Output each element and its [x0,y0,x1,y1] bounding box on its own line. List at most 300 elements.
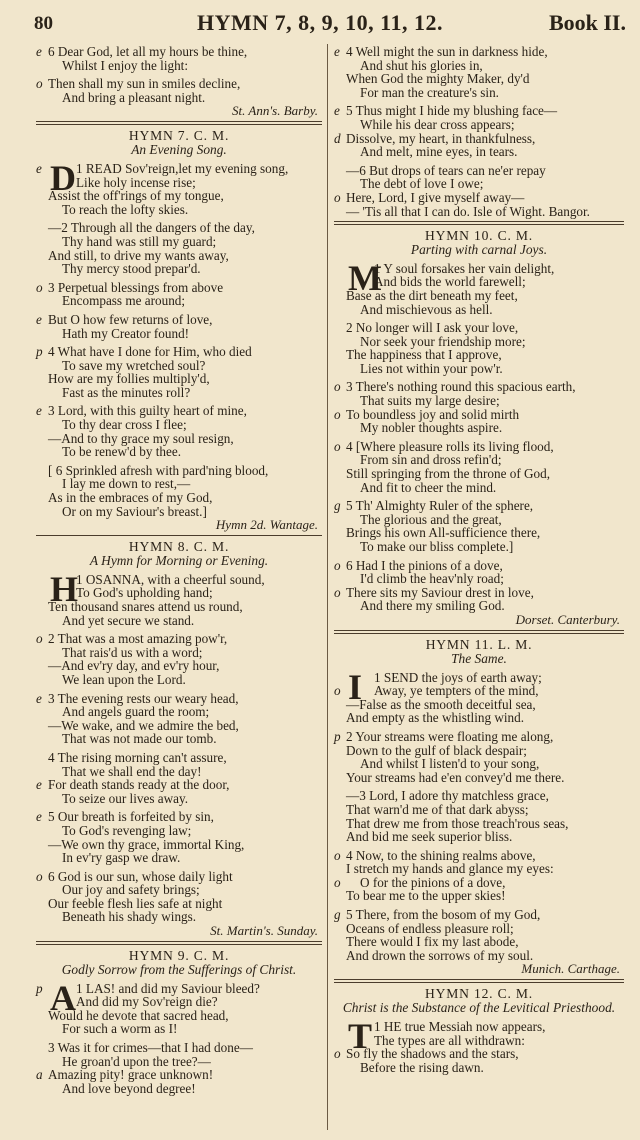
verse-line [334,711,624,725]
verse-text: And bids the world farewell; [374,274,526,290]
dynamic-mark: e [36,403,42,419]
verse-line [334,394,624,408]
verse-line [36,705,322,719]
dynamic-mark: e [334,103,340,119]
stanza [36,313,322,340]
verse-text: Amazing pity! grace unknown! [48,1067,214,1083]
verse-line [36,632,322,646]
dynamic-mark: o [334,406,341,422]
verse-text: Our joy and safety brings; [62,882,200,898]
verse-line [334,191,624,205]
stanza [36,345,322,399]
verse-text: To seize our lives away. [62,790,189,806]
verse-text: —And ev'ry day, and ev'ry hour, [48,658,220,674]
verse-line [334,862,624,876]
verse-line [36,249,322,263]
verse-line [36,372,322,386]
dynamic-mark: d [334,130,341,146]
verse-text: —3 Lord, I adore thy matchless grace, [346,788,549,804]
verse-line [36,45,322,59]
stanza [334,104,624,158]
verse-text: 5 There, from the bosom of my God, [346,907,541,923]
dynamic-mark: e [334,44,340,59]
verse-text: For such a worm as I! [62,1021,178,1037]
verse-line [334,771,624,785]
verse-line [36,1041,322,1055]
verse-text: And still, to drive my wants away, [48,247,229,263]
verse-text: I lay me down to rest,— [62,476,191,492]
dynamic-mark: o [36,279,43,295]
verse-text: 2 That was a most amazing pow'r, [48,631,228,647]
verse-text: But O how few returns of love, [48,311,213,327]
verse-line [334,1047,624,1061]
verse-line [334,559,624,573]
verse-line [334,481,624,495]
verse-text: Ten thousand snares attend us round, [48,599,243,614]
dynamic-mark: o [334,1046,341,1062]
verse-text: And love beyond degree! [62,1080,196,1096]
verse-line [334,453,624,467]
stanza [334,666,624,726]
verse-text: — 'Tis all that I can do. Isle of Wight. Bangor. [346,203,590,219]
verse-text: Would he devote that sacred head, [48,1007,229,1023]
verse-line [334,744,624,758]
verse-line [36,883,322,897]
verse-text: That warn'd me of that dark abyss; [346,801,529,817]
verse-text: My nobler thoughts aspire. [360,420,503,436]
verse-line [334,830,624,844]
dynamic-mark: p [36,980,43,996]
verse-line [334,440,624,454]
verse-text: 5 Our breath is forfeited by sin, [48,809,214,825]
verse-text: When God the mighty Maker, dy'd [346,71,530,87]
verse-text: Beneath his shady wings. [62,909,197,925]
stanza [334,849,624,903]
stanza [334,1016,624,1075]
verse-line [36,673,322,687]
verse-text: 6 Dear God, let all my hours be thine, [48,44,248,59]
verse-line [36,586,322,600]
stanza [36,221,322,275]
verse-line [334,1061,624,1075]
verse-text: To save my wretched soul? [62,357,206,373]
verse-line [36,1082,322,1096]
verse-line [334,177,624,191]
verse-text: And drown the sorrows of my soul. [346,947,534,963]
verse-line [36,692,322,706]
verse-line [36,176,322,190]
verse-text: 5 Th' Almighty Ruler of the sphere, [346,498,534,514]
verse-line [36,851,322,865]
verse-line [36,1068,322,1082]
verse-line [36,445,322,459]
verse-line [36,432,322,446]
verse-text: To make our bliss complete.] [360,539,514,554]
stanza [334,908,624,962]
verse-text: To boundless joy and solid mirth [346,406,520,422]
verse-text: While his dear cross appears; [360,116,515,132]
verse-line [334,164,624,178]
stanza [36,870,322,924]
verse-line [334,104,624,118]
verse-line [334,540,624,554]
hymn-title: HYMN 8. C. M. [128,539,230,555]
dynamic-mark: o [334,874,341,890]
page-number: 80 [34,13,53,34]
stanza [334,257,624,317]
verse-text: O for the pinions of a dove, [360,874,506,890]
verse-text: 3 Perpetual blessings from above [48,279,224,295]
verse-text: There sits my Saviour drest in love, [346,584,534,600]
verse-text: And shut his glories in, [360,57,483,73]
dynamic-mark: o [334,584,341,600]
verse-line [334,698,624,712]
verse-text: From sin and dross refin'd; [360,452,502,468]
verse-text: There would I fix my last abode, [346,934,519,950]
verse-line [36,1055,322,1069]
verse-line [334,757,624,771]
dynamic-mark: p [36,344,43,360]
verse-line [334,145,624,159]
verse-text: 1 SEND the joys of earth away; [374,669,542,685]
verse-line [334,380,624,394]
verse-text: Here, Lord, I give myself away— [346,189,525,205]
verse-line [36,838,322,852]
verse-text: 1 Y soul forsakes her vain delight, [374,260,555,276]
verse-text: 4 What have I done for Him, who died [48,344,252,360]
dynamic-mark: e [36,777,42,793]
verse-text: Fast as the minutes roll? [62,384,191,400]
verse-line [334,908,624,922]
dynamic-mark: o [334,847,341,863]
verse-line [334,599,624,613]
verse-text: We lean upon the Lord. [62,671,186,687]
hymn-title: HYMN 10. C. M. [425,228,533,244]
verse-text: Like holy incense rise; [76,174,196,190]
verse-line [334,803,624,817]
dynamic-mark: e [36,44,42,59]
verse-line [36,327,322,341]
verse-text: And yet secure we stand. [62,612,195,628]
stanza [334,559,624,613]
dynamic-mark: o [334,379,341,395]
stanza [334,164,624,218]
verse-text: Still springing from the throne of God, [346,466,551,482]
verse-line [36,235,322,249]
right-column [334,40,624,1074]
verse-line [334,1034,624,1048]
verse-text: For man the creature's sin. [360,84,499,100]
verse-text: That rais'd us with a word; [62,644,203,660]
tune-names: Dorset. Canterbury. [515,611,620,627]
section-rule [334,979,624,983]
verse-text: 4 [Where pleasure rolls its living flood, [346,438,554,454]
tune-names: St. Martin's. Sunday. [210,923,318,939]
verse-line [334,499,624,513]
verse-line [36,386,322,400]
stanza [36,45,322,72]
verse-text: 4 The rising morning can't assure, [48,749,227,765]
verse-line [36,810,322,824]
verse-text: Then shall my sun in smiles decline, [48,76,241,92]
verse-text: He groan'd upon the tree?— [62,1053,211,1069]
verse-line [334,526,624,540]
verse-text: —We own thy grace, immortal King, [48,836,245,852]
verse-text: And empty as the whistling wind. [346,710,525,726]
verse-line [36,203,322,217]
verse-text: 3 The evening rests our weary head, [48,690,239,706]
header-title: HYMN 7, 8, 9, 10, 11, 12. [197,10,443,35]
verse-text: As in the embraces of my God, [48,490,213,506]
section-rule [36,121,322,125]
verse-line [334,275,624,289]
drop-cap: M [348,257,382,298]
verse-line [36,189,322,203]
verse-text: Oceans of endless pleasure roll; [346,920,514,936]
verse-line [334,922,624,936]
dynamic-mark: g [334,498,341,514]
hymn-title: HYMN 11. L. M. [425,636,533,652]
verse-text: And bring a pleasant night. [62,89,206,105]
stanza [36,632,322,686]
verse-text: 4 Now, to the shining realms above, [346,847,536,863]
verse-text: Assist the off'rings of my tongue, [48,188,224,204]
verse-line [36,221,322,235]
hymn-title: HYMN 12. C. M. [425,986,533,1002]
verse-text: Your streams had e'en convey'd me there. [346,769,565,785]
dynamic-mark: e [36,311,42,327]
verse-line [36,1022,322,1036]
stanza [334,499,624,553]
verse-line [36,719,322,733]
tune-names: Hymn 2d. Wantage. [215,517,318,533]
stanza [36,464,322,518]
verse-line [334,132,624,146]
verse-line [334,876,624,890]
verse-line [334,572,624,586]
verse-text: Or on my Saviour's breast.] [62,503,207,519]
verse-line [334,59,624,73]
stanza [334,45,624,99]
book-label: Book II. [548,10,626,35]
dynamic-mark: o [334,683,341,699]
verse-line [334,72,624,86]
section-rule [334,221,624,225]
verse-text: —False as the smooth deceitful sea, [346,696,536,712]
verse-text: Nor seek your friendship more; [360,333,526,349]
verse-text: And there my smiling God. [360,598,505,614]
verse-line [36,778,322,792]
verse-text: And fit to cheer the mind. [360,479,497,495]
verse-text: Thy mercy stood prepar'd. [62,261,201,277]
verse-line [36,600,322,614]
verse-line [334,45,624,59]
verse-text: 1 LAS! and did my Saviour bleed? [76,980,260,996]
verse-text: And angels guard the room; [62,704,210,720]
hymn-title: HYMN 9. C. M. [128,948,230,964]
dynamic-mark: o [334,189,341,205]
verse-line [36,404,322,418]
verse-line [36,910,322,924]
hymn-subtitle: Godly Sorrow from the Sufferings of Christ. [61,961,297,977]
verse-text: —6 But drops of tears can ne'er repay [346,162,546,178]
verse-line [334,362,624,376]
verse-text: To God's upholding hand; [76,585,213,601]
verse-text: Brings his own All-sufficience there, [346,525,541,541]
drop-cap: D [50,157,76,198]
verse-line [334,335,624,349]
verse-text: That suits my large desire; [360,393,500,409]
verse-text: To reach the lofty skies. [62,201,189,217]
verse-text: Our feeble flesh lies safe at night [48,895,223,911]
left-column [36,40,322,1095]
hymn-subtitle: Christ is the Substance of the Levitical Priesthood. [342,1000,616,1016]
verse-line [36,313,322,327]
dynamic-mark: g [334,907,341,923]
verse-text: 1 OSANNA, with a cheerful sound, [76,571,265,587]
hymn-subtitle: An Evening Song. [131,141,227,157]
verse-text: The debt of love I owe; [360,176,484,192]
verse-text: Down to the gulf of black despair; [346,742,527,758]
verse-line [36,897,322,911]
dynamic-mark: e [36,809,42,825]
stanza [36,157,322,217]
hymn-title: HYMN 7. C. M. [128,128,230,144]
verse-text: 6 God is our sun, whose daily light [48,868,233,884]
verse-line [334,935,624,949]
hymn-subtitle: A Hymn for Morning or Evening. [89,552,269,568]
drop-cap: I [348,666,363,707]
stanza [334,380,624,434]
verse-line [36,91,322,105]
verse-text: To be renew'd by thee. [62,444,181,460]
verse-line [36,995,322,1009]
verse-text: Dissolve, my heart, in thankfulness, [346,130,536,146]
verse-text: —2 Through all the dangers of the day, [48,220,255,236]
verse-text: Hath my Creator found! [62,325,190,341]
stanza [36,77,322,104]
verse-text: 1 READ Sov'reign,let my evening song, [76,160,289,176]
verse-text: The glorious and the great, [360,511,502,527]
verse-text: I stretch my hands and glance my eyes: [346,861,554,877]
verse-text: 3 Was it for crimes—that I had done— [48,1040,253,1056]
verse-line [334,949,624,963]
verse-line [36,824,322,838]
stanza [334,440,624,494]
dynamic-mark: p [334,728,341,744]
drop-cap: A [50,977,76,1018]
verse-text: To thy dear cross I flee; [62,417,187,433]
verse-text: In ev'ry gasp we draw. [62,850,181,866]
verse-line [36,765,322,779]
verse-text: 2 No longer will I ask your love, [346,320,519,336]
verse-text: That was not made our tomb. [62,731,217,747]
section-rule [36,941,322,945]
verse-text: 4 Well might the sun in darkness hide, [346,44,548,59]
verse-text: And mischievous as hell. [360,301,493,317]
verse-line [334,889,624,903]
section-rule [36,535,322,536]
verse-text: Before the rising dawn. [360,1059,484,1075]
dynamic-mark: o [36,76,43,92]
dynamic-mark: o [334,438,341,454]
verse-text: For death stands ready at the door, [48,777,230,793]
verse-text: —And to thy grace my soul resign, [48,430,234,446]
verse-line [36,614,322,628]
verse-line [334,586,624,600]
verse-line [334,303,624,317]
dynamic-mark: o [334,557,341,573]
verse-line [36,418,322,432]
stanza [36,404,322,458]
verse-text: 6 Had I the pinions of a dove, [346,557,503,573]
verse-text: Lies not within your pow'r. [360,360,503,376]
stanza [36,810,322,864]
verse-line [36,464,322,478]
dynamic-mark: e [36,160,42,176]
verse-text: The happiness that I approve, [346,347,502,363]
hymn-subtitle: Parting with carnal Joys. [410,241,548,257]
verse-line [36,281,322,295]
verse-line [334,118,624,132]
dynamic-mark: o [36,631,43,647]
verse-line [334,684,624,698]
verse-line [36,294,322,308]
verse-text: Thy hand was still my guard; [62,233,217,249]
verse-text: 3 Lord, with this guilty heart of mine, [48,403,247,419]
verse-line [36,345,322,359]
verse-text: [ 6 Sprinkled afresh with pard'ning blood, [48,462,269,478]
verse-line [36,792,322,806]
stanza [36,568,322,628]
verse-text: To God's revenging law; [62,822,192,838]
drop-cap: H [50,568,79,609]
verse-text: 3 There's nothing round this spacious earth, [346,379,576,395]
dynamic-mark: e [36,690,42,706]
verse-line [36,59,322,73]
verse-line [36,870,322,884]
stanza [36,692,322,746]
verse-line [36,1009,322,1023]
verse-line [334,467,624,481]
verse-line [334,730,624,744]
verse-line [334,348,624,362]
verse-line [334,205,624,219]
verse-line [36,491,322,505]
dynamic-mark: o [36,868,43,884]
tune-names: Munich. Carthage. [521,961,620,977]
tune-names: St. Ann's. Barby. [232,103,318,119]
verse-text: Base as the dirt beneath my feet, [346,287,518,303]
verse-line [36,646,322,660]
stanza [36,1041,322,1095]
verse-text: 1 HE true Messiah now appears, [374,1019,546,1035]
dynamic-mark: a [36,1067,43,1083]
verse-text: And whilst I listen'd to your song, [360,756,540,772]
verse-text: That drew me from those treach'rous seas, [346,815,569,831]
verse-line [334,86,624,100]
verse-line [334,817,624,831]
verse-line [36,732,322,746]
stanza [36,751,322,805]
verse-line [36,505,322,519]
stanza [334,730,624,784]
verse-text: To bear me to the upper skies! [346,888,506,904]
column-divider [327,44,328,1130]
verse-line [36,77,322,91]
verse-text: Encompass me around; [62,293,186,309]
verse-text: That we shall end the day! [62,763,202,779]
